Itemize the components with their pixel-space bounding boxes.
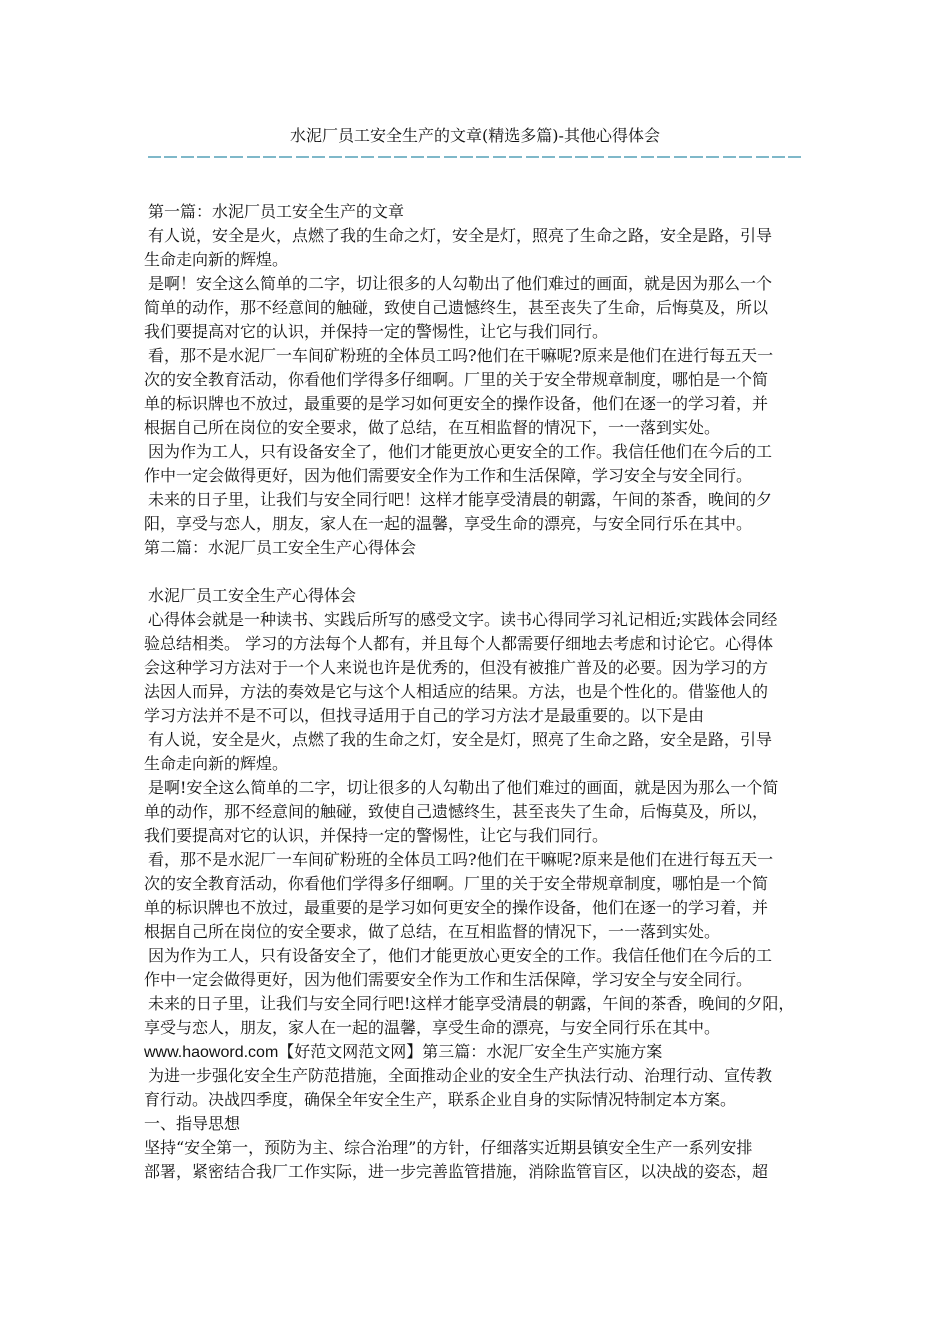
- document-title: 水泥厂员工安全生产的文章(精选多篇)-其他心得体会: [290, 126, 660, 145]
- section-heading-line: [144, 1040, 814, 1064]
- document-body: [144, 200, 814, 1184]
- paragraph-line: 为进一步强化安全生产防范措施，全面推动企业的安全生产执法行动、治理行动、宣传教: [148, 1066, 773, 1085]
- paragraph-line: 坚持“安全第一，预防为主、综合治理”的方针，仔细落实近期县镇安全生产一系列安排: [144, 1138, 753, 1157]
- paragraph-line: 会这种学习方法对于一个人来说也许是优秀的，但没有被推广普及的必要。因为学习的方: [144, 658, 769, 677]
- paragraph-line: 次的安全教育活动，你看他们学得多仔细啊。厂里的关于安全带规章制度，哪怕是一个简: [144, 874, 769, 893]
- subsection-heading: 水泥厂员工安全生产心得体会: [148, 586, 357, 605]
- paragraph-line: 单的标识牌也不放过，最重要的是学习如何更安全的操作设备，他们在逐一的学习着，并: [144, 394, 769, 413]
- paragraph-line: 未来的日子里，让我们与安全同行吧!这样才能享受清晨的朝露，午间的茶香，晚间的夕阳，: [148, 994, 795, 1013]
- paragraph-line: 单的动作，那不经意间的触碰，致使自己遗憾终生，甚至丧失了生命，后悔莫及，所以，: [144, 802, 769, 821]
- paragraph-line: 作中一定会做得更好，因为他们需要安全作为工作和生活保障，学习安全与安全同行。: [144, 466, 753, 485]
- paragraph-line: 育行动。决战四季度，确保全年安全生产，联系企业自身的实际情况特制定本方案。: [144, 1090, 737, 1109]
- paragraph-line: 生命走向新的辉煌。: [144, 754, 289, 773]
- paragraph-line: 根据自己所在岗位的安全要求，做了总结，在互相监督的情况下，一一落到实处。: [144, 418, 721, 437]
- paragraph-line: 部署，紧密结合我厂工作实际，进一步完善监管措施，消除监管盲区，以决战的姿态，超: [144, 1162, 769, 1181]
- paragraph-line: 看，那不是水泥厂一车间矿粉班的全体员工吗?他们在干嘛呢?原来是他们在进行每五天一: [148, 346, 774, 365]
- paragraph-line: 心得体会就是一种读书、实践后所写的感受文字。读书心得同学习礼记相近;实践体会同经: [148, 610, 778, 629]
- title-dashed-rule: [148, 152, 802, 162]
- paragraph-line: 有人说，安全是火，点燃了我的生命之灯，安全是灯，照亮了生命之路，安全是路，引导: [148, 226, 773, 245]
- paragraph-line: 有人说，安全是火，点燃了我的生命之灯，安全是灯，照亮了生命之路，安全是路，引导: [148, 730, 773, 749]
- paragraph-line: 我们要提高对它的认识，并保持一定的警惕性，让它与我们同行。: [144, 826, 609, 845]
- paragraph-line: 享受与恋人，朋友，家人在一起的温馨，享受生命的漂亮，与安全同行乐在其中。: [144, 1018, 721, 1037]
- paragraph-line: 单的标识牌也不放过，最重要的是学习如何更安全的操作设备，他们在逐一的学习着，并: [144, 898, 769, 917]
- paragraph-line: 看，那不是水泥厂一车间矿粉班的全体员工吗?他们在干嘛呢?原来是他们在进行每五天一: [148, 850, 774, 869]
- paragraph-line: 生命走向新的辉煌。: [144, 250, 289, 269]
- paragraph-line: 法因人而异，方法的奏效是它与这个人相适应的结果。方法，也是个性化的。借鉴他人的: [144, 682, 769, 701]
- paragraph-line: 验总结相类。 学习的方法每个人都有，并且每个人都需要仔细地去考虑和讨论它。心得体: [144, 634, 774, 653]
- paragraph-line: 是啊！安全这么简单的二字，切让很多的人勾勒出了他们难过的画面，就是因为那么一个: [148, 274, 773, 293]
- site-url: www.haoword.com: [144, 1044, 279, 1061]
- paragraph-line: 因为作为工人，只有设备安全了，他们才能更放心更安全的工作。我信任他们在今后的工: [148, 946, 773, 965]
- section-heading: 第二篇：水泥厂员工安全生产心得体会: [144, 538, 417, 557]
- section-heading: 【好范文网范文网】第三篇：水泥厂安全生产实施方案: [278, 1042, 663, 1061]
- paragraph-line: 简单的动作，那不经意间的触碰，致使自己遗憾终生，甚至丧失了生命，后悔莫及，所以: [144, 298, 769, 317]
- paragraph-line: 阳，享受与恋人，朋友，家人在一起的温馨，享受生命的漂亮，与安全同行乐在其中。: [144, 514, 753, 533]
- subsection-heading: 一、指导思想: [144, 1114, 241, 1133]
- paragraph-line: 学习方法并不是不可以，但找寻适用于自己的学习方法才是最重要的。以下是由: [144, 706, 705, 725]
- paragraph-line: 未来的日子里，让我们与安全同行吧！这样才能享受清晨的朝露，午间的茶香，晚间的夕: [148, 490, 773, 509]
- paragraph-line: 因为作为工人，只有设备安全了，他们才能更放心更安全的工作。我信任他们在今后的工: [148, 442, 773, 461]
- paragraph-line: 是啊!安全这么简单的二字，切让很多的人勾勒出了他们难过的画面，就是因为那么一个简: [148, 778, 779, 797]
- paragraph-line: 我们要提高对它的认识，并保持一定的警惕性，让它与我们同行。: [144, 322, 609, 341]
- blank-line: [144, 560, 814, 584]
- paragraph-line: 次的安全教育活动，你看他们学得多仔细啊。厂里的关于安全带规章制度，哪怕是一个简: [144, 370, 769, 389]
- paragraph-line: 作中一定会做得更好，因为他们需要安全作为工作和生活保障，学习安全与安全同行。: [144, 970, 753, 989]
- paragraph-line: 根据自己所在岗位的安全要求，做了总结，在互相监督的情况下，一一落到实处。: [144, 922, 721, 941]
- section-heading: 第一篇：水泥厂员工安全生产的文章: [148, 202, 405, 221]
